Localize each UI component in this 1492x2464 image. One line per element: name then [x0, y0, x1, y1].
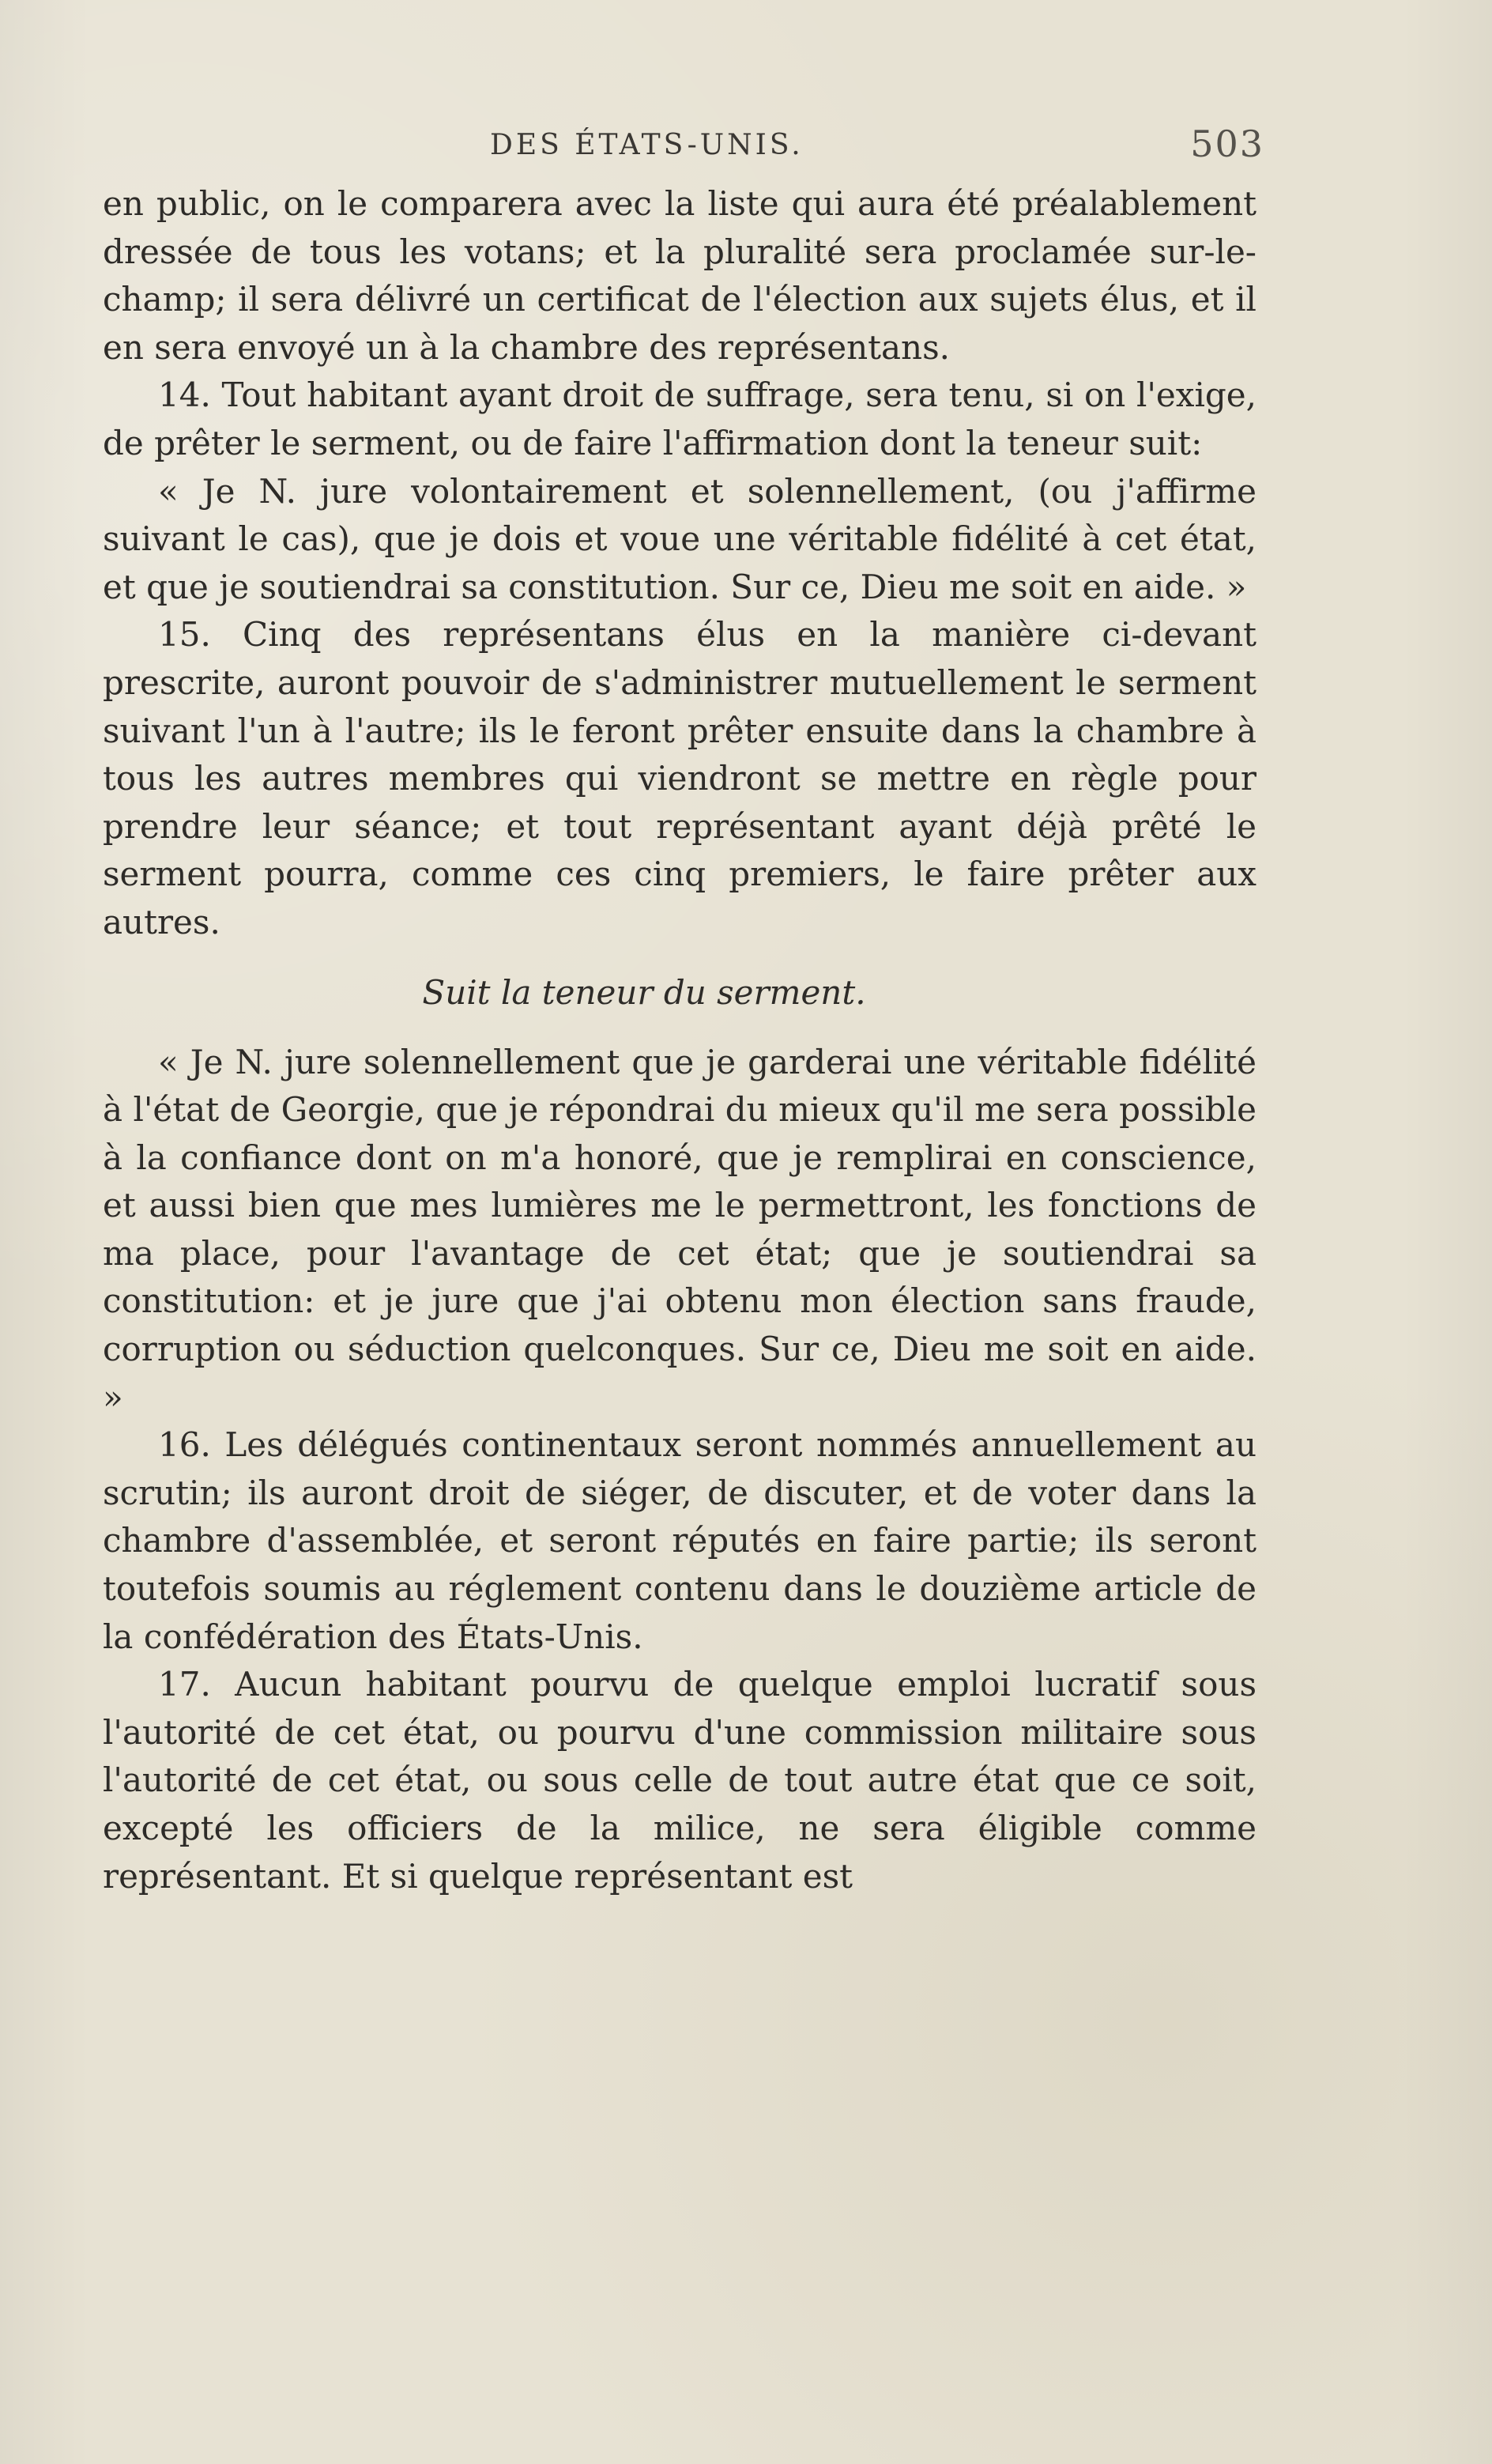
oath-heading: Suit la teneur du serment.	[422, 972, 866, 1012]
oath-quote-1: « Je N. jure volontairement et solennellement, (ou j'affirme suivant le cas), que je dois et voue une véritable fidélité à cet état, et que je soutiendrai sa constitution. Sur ce, Dieu me soit en aide. »	[103, 471, 1257, 606]
paragraph-continued: en public, on le comparera avec la liste qui aura été préalablement dressée de tous les votans; et la pluralité sera proclamée sur-le-champ; il sera délivré un certificat de l'élection aux sujets élus, et il en sera envoyé un à la chambre des représentans.	[103, 184, 1257, 367]
running-title: DES ÉTATS-UNIS.	[490, 129, 804, 161]
running-head	[490, 123, 1264, 170]
article-16: 16. Les délégués continentaux seront nommés annuellement au scrutin; ils auront droit de siéger, de discuter, et de voter dans la chambre d'assemblée, et seront réputés en faire partie; ils seront toutefois soumis au réglement contenu dans le douzième article de la confédération des États-Unis.	[103, 1425, 1257, 1656]
page-number: 503	[1190, 123, 1264, 165]
article-14: 14. Tout habitant ayant droit de suffrage, sera tenu, si on l'exige, de prêter le serment, ou de faire l'affirmation dont la teneur suit:	[103, 375, 1257, 462]
article-15: 15. Cinq des représentans élus en la manière ci-devant prescrite, auront pouvoir de s'administrer mutuellement le serment suivant l'un à l'autre; ils le feront prêter ensuite dans la chambre à tous les autres membres qui viendront se mettre en règle pour prendre leur séance; et tout représentant ayant déjà prêté le serment pourra, comme ces cinq premiers, le faire prêter aux autres.	[103, 615, 1257, 941]
text-block	[103, 180, 1257, 1900]
oath-quote-2: « Je N. jure solennellement que je garderai une véritable fidélité à l'état de Georgie, que je répondrai du mieux qu'il me sera possible à la confiance dont on m'a honoré, que je remplirai en conscience, et aussi bien que mes lumières me le permettront, les fonctions de ma place, pour l'avantage de cet état; que je soutiendrai sa constitution: et je jure que j'ai obtenu mon élection sans fraude, corruption ou séduction quelconques. Sur ce, Dieu me soit en aide. »	[103, 1042, 1257, 1417]
article-17: 17. Aucun habitant pourvu de quelque emploi lucratif sous l'autorité de cet état, ou pourvu d'une commission militaire sous l'autorité de cet état, ou sous celle de tout autre état que ce soit, excepté les officiers de la milice, ne sera éligible comme représentant. Et si quelque représentant est	[103, 1665, 1257, 1896]
